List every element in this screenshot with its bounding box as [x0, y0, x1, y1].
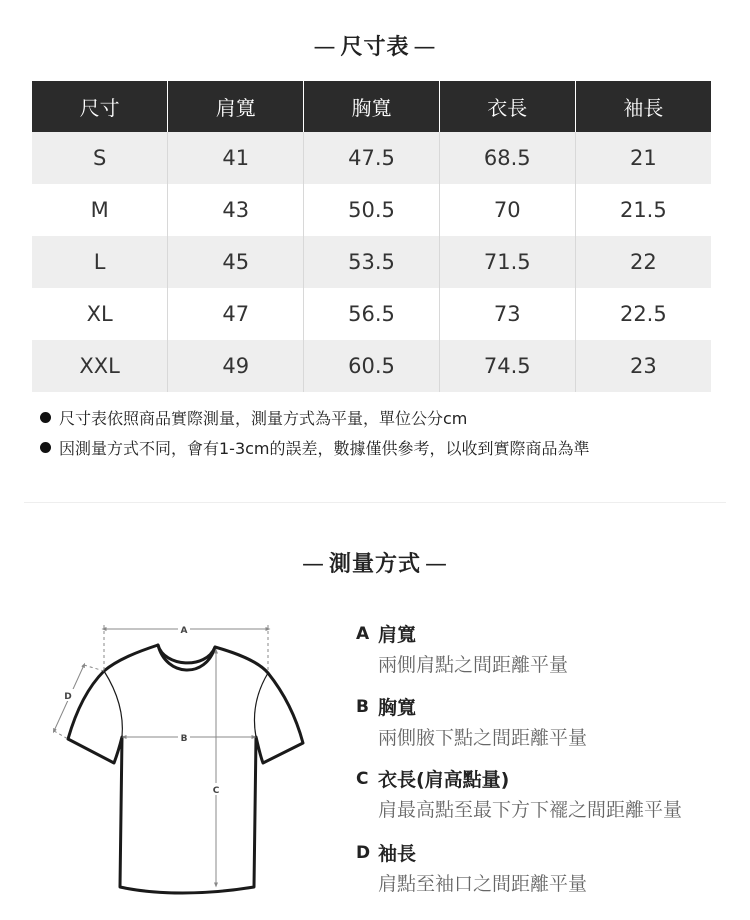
measure-letter: B [356, 696, 369, 717]
tshirt-outline [68, 645, 303, 893]
measure-name: 胸寬 [378, 697, 417, 719]
bullet-icon [40, 442, 51, 453]
table-cell: 71.5 [439, 236, 575, 288]
diagram-label-d: D [64, 692, 72, 702]
table-cell: S [32, 132, 168, 184]
size-table [32, 81, 711, 392]
measure-item-shoulder [356, 620, 568, 677]
notes-list [40, 402, 590, 462]
note-text: 因測量方式不同，會有1-3cm的誤差，數據僅供參考，以收到實際商品為準 [59, 438, 590, 458]
table-cell: 73 [439, 288, 575, 340]
table-row [32, 340, 711, 392]
table-cell: 49 [168, 340, 304, 392]
diagram-label-b: B [180, 734, 188, 744]
table-cell: L [32, 236, 168, 288]
measure-item-head [356, 620, 568, 647]
table-row [32, 288, 711, 340]
diagram-label-c: C [212, 786, 220, 796]
table-row [32, 184, 711, 236]
title-dash-right: — [425, 552, 448, 577]
table-cell: 21.5 [575, 184, 711, 236]
table-cell: XXL [32, 340, 168, 392]
measure-lines [54, 625, 268, 885]
table-row [32, 236, 711, 288]
measure-desc: 兩側腋下點之間距離平量 [378, 727, 588, 749]
table-cell: 47.5 [304, 132, 440, 184]
diagram-label-a: A [180, 626, 188, 636]
note-item [40, 432, 590, 462]
table-cell: 47 [168, 288, 304, 340]
title-dash-right: — [413, 35, 437, 60]
header-length: 衣長 [439, 81, 575, 132]
table-cell: M [32, 184, 168, 236]
measure-title-text: 測量方式 [328, 552, 421, 577]
table-cell: 68.5 [439, 132, 575, 184]
table-cell: 22 [575, 236, 711, 288]
table-cell: XL [32, 288, 168, 340]
measure-letter: D [356, 842, 371, 863]
table-cell: 21 [575, 132, 711, 184]
tshirt-seams [104, 671, 268, 737]
bullet-icon [40, 412, 51, 423]
note-text: 尺寸表依照商品實際測量，測量方式為平量，單位公分cm [59, 408, 468, 428]
header-sleeve: 袖長 [575, 81, 711, 132]
tshirt-diagram [46, 615, 316, 900]
measure-desc: 肩最高點至最下方下襬之間距離平量 [378, 799, 683, 821]
measure-item-length [356, 765, 682, 822]
table-cell: 22.5 [575, 288, 711, 340]
table-cell: 45 [168, 236, 304, 288]
table-row [32, 132, 711, 184]
measure-name: 袖長 [378, 843, 417, 865]
table-cell: 41 [168, 132, 304, 184]
table-cell: 56.5 [304, 288, 440, 340]
header-shoulder: 肩寬 [168, 81, 304, 132]
note-item [40, 402, 590, 432]
title-dash-left: — [313, 35, 337, 60]
measure-item-head [356, 765, 682, 792]
header-chest: 胸寬 [304, 81, 440, 132]
table-header-row [32, 81, 711, 132]
measure-desc: 兩側肩點之間距離平量 [378, 654, 569, 676]
table-cell: 50.5 [304, 184, 440, 236]
measure-name: 衣長(肩高點量) [378, 769, 510, 791]
measure-letter: C [356, 768, 369, 789]
table-cell: 70 [439, 184, 575, 236]
title-dash-left: — [301, 552, 325, 577]
table-cell: 74.5 [439, 340, 575, 392]
measure-title [0, 547, 750, 578]
section-divider [24, 502, 726, 503]
measure-item-chest [356, 693, 587, 750]
measure-letter: A [356, 623, 370, 644]
table-cell: 60.5 [304, 340, 440, 392]
size-chart-title [0, 30, 750, 61]
size-chart-title-text: 尺寸表 [340, 35, 410, 60]
table-cell: 23 [575, 340, 711, 392]
table-cell: 53.5 [304, 236, 440, 288]
measure-item-sleeve [356, 839, 587, 896]
measure-desc: 肩點至袖口之間距離平量 [378, 873, 588, 895]
measure-item-head [356, 839, 587, 866]
measure-name: 肩寬 [378, 624, 417, 646]
header-size: 尺寸 [32, 81, 168, 132]
measure-item-head [356, 693, 587, 720]
table-cell: 43 [168, 184, 304, 236]
